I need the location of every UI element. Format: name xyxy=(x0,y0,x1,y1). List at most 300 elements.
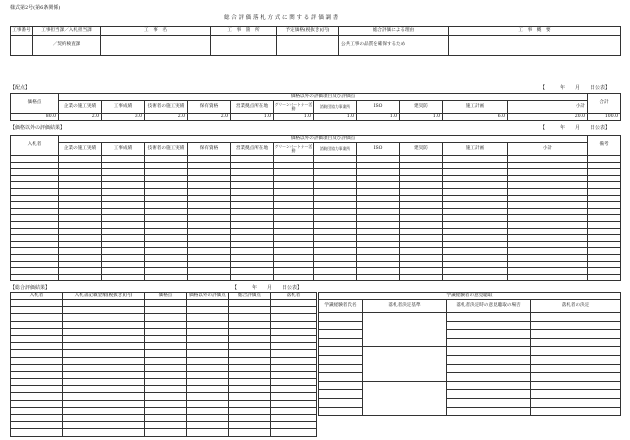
opinion-cell xyxy=(447,313,531,322)
kekka-row-cell xyxy=(102,235,145,242)
sogo-row-cell xyxy=(145,321,187,328)
kekka-row-cell xyxy=(188,202,231,209)
kekka-row-cell xyxy=(400,188,443,195)
sogo-col-bidder: 入札者 xyxy=(11,293,63,300)
haiten-col-iso: ISO xyxy=(357,101,400,114)
kekka-row-cell xyxy=(11,188,59,195)
sogo-row-cell xyxy=(271,350,317,357)
sogo-row-cell xyxy=(63,300,145,307)
kekka-row-cell xyxy=(145,215,188,222)
sogo-row xyxy=(11,429,317,436)
kekka-row xyxy=(11,202,621,209)
kekka-row xyxy=(11,254,621,261)
kekka-row-cell xyxy=(231,175,274,182)
kekka-row-cell xyxy=(274,202,314,209)
kekka-row-cell xyxy=(145,248,188,255)
kekka-row-cell xyxy=(145,274,188,281)
kekka-row-cell xyxy=(11,221,59,228)
sogo-row-cell xyxy=(63,422,145,429)
sogo-row xyxy=(11,335,317,342)
kekka-row xyxy=(11,228,621,235)
kekka-row-cell xyxy=(314,169,357,176)
opinion-col-decision: 落札者の決定 xyxy=(531,300,621,313)
kekka-row-cell xyxy=(400,215,443,222)
sogo-row-cell xyxy=(11,386,63,393)
sogo-row-cell xyxy=(187,364,229,371)
kekka-row-cell xyxy=(314,202,357,209)
sogo-row xyxy=(11,307,317,314)
sogo-row-cell xyxy=(145,422,187,429)
sogo-row-cell xyxy=(187,357,229,364)
kekka-row-cell xyxy=(59,248,102,255)
sogo-row-cell xyxy=(271,393,317,400)
haiten-value-kyoten: 1.0 xyxy=(231,114,274,121)
sogo-row-cell xyxy=(229,393,271,400)
kekka-row-cell xyxy=(588,162,621,169)
kekka-row-cell xyxy=(443,221,508,228)
sogo-row xyxy=(11,386,317,393)
kekka-row-cell xyxy=(11,195,59,202)
kekka-row-cell xyxy=(400,202,443,209)
kekka-row-cell xyxy=(59,241,102,248)
haiten-total-label: 合計 xyxy=(588,94,621,114)
kekka-row-cell xyxy=(357,195,400,202)
kekka-row-cell xyxy=(274,254,314,261)
sogo-row-cell xyxy=(63,335,145,342)
kekka-row-cell xyxy=(588,268,621,275)
header-price-cell xyxy=(277,36,339,56)
kekka-row-cell xyxy=(588,215,621,222)
sogo-row-cell xyxy=(187,407,229,414)
kekka-row-cell xyxy=(357,221,400,228)
sogo-row-cell xyxy=(229,307,271,314)
kekka-row-cell xyxy=(588,156,621,163)
kekka-row-cell xyxy=(59,169,102,176)
sogo-row-cell xyxy=(11,350,63,357)
kekka-row-cell xyxy=(274,175,314,182)
kekka-row-cell xyxy=(188,241,231,248)
kekka-row-cell xyxy=(11,215,59,222)
sogo-row-cell xyxy=(63,321,145,328)
kekka-row-cell xyxy=(231,274,274,281)
sogo-row-cell xyxy=(145,350,187,357)
kekka-row xyxy=(11,182,621,189)
haiten-value-green: 1.0 xyxy=(274,114,314,121)
kekka-row xyxy=(11,274,621,281)
header-name-cell xyxy=(101,36,211,56)
kekka-row-cell xyxy=(357,188,400,195)
header-col-no: 工事番号 xyxy=(11,27,33,36)
kekka-row-cell xyxy=(274,268,314,275)
sogo-row-cell xyxy=(63,357,145,364)
haiten-value-kensai: 1.0 xyxy=(400,114,443,121)
kekka-row-cell xyxy=(11,254,59,261)
kekka-row-cell xyxy=(314,268,357,275)
sogo-table xyxy=(10,292,317,437)
kekka-row-cell xyxy=(400,195,443,202)
kekka-row-cell xyxy=(102,248,145,255)
kekka-row-cell xyxy=(59,156,102,163)
sogo-row-cell xyxy=(11,371,63,378)
kekka-row-cell xyxy=(400,254,443,261)
sogo-row-cell xyxy=(187,400,229,407)
opinion-table xyxy=(318,292,621,416)
sogo-row-cell xyxy=(11,307,63,314)
kekka-row-cell xyxy=(357,208,400,215)
sogo-row-cell xyxy=(271,314,317,321)
sogo-row-cell xyxy=(11,415,63,422)
opinion-cell xyxy=(531,338,621,347)
kekka-row-cell xyxy=(102,169,145,176)
opinion-cell xyxy=(531,313,621,322)
form-title: 総 合 評 価 落 札 方 式 に 関 す る 評 価 調 書 xyxy=(224,15,339,21)
sogo-row xyxy=(11,321,317,328)
sogo-row-cell xyxy=(229,364,271,371)
sogo-row-cell xyxy=(229,343,271,350)
kekka-row-cell xyxy=(231,261,274,268)
sogo-row-cell xyxy=(271,364,317,371)
kekka-row-cell xyxy=(274,182,314,189)
sogo-row-cell xyxy=(145,357,187,364)
haiten-col-subtotal: 小計 xyxy=(508,101,588,114)
kekka-row-cell xyxy=(357,156,400,163)
haiten-value-total: 100.0 xyxy=(588,114,621,121)
opinion-cell xyxy=(447,390,531,399)
kekka-row-cell xyxy=(400,208,443,215)
kekka-row-cell xyxy=(357,261,400,268)
kekka-row-cell xyxy=(588,274,621,281)
kekka-row-cell xyxy=(231,235,274,242)
kekka-row-cell xyxy=(145,182,188,189)
kekka-row-cell xyxy=(314,175,357,182)
opinion-cell xyxy=(319,313,363,322)
sogo-col-amount: 入札書記載金額(税抜き)(円) xyxy=(63,293,145,300)
kekka-row-cell xyxy=(588,235,621,242)
opinion-cell xyxy=(319,347,363,356)
kekka-row-cell xyxy=(188,228,231,235)
opinion-cell xyxy=(447,347,531,356)
sogo-row-cell xyxy=(229,400,271,407)
sogo-row-cell xyxy=(187,300,229,307)
opinion-cell xyxy=(531,373,621,382)
sogo-row-cell xyxy=(11,429,63,436)
kekka-row-cell xyxy=(102,175,145,182)
kekka-row-cell xyxy=(145,235,188,242)
kekka-row xyxy=(11,169,621,176)
kekka-row-cell xyxy=(400,241,443,248)
kekka-row-cell xyxy=(314,162,357,169)
kekka-row-cell xyxy=(188,268,231,275)
kekka-row-cell xyxy=(508,215,588,222)
sogo-row xyxy=(11,379,317,386)
sogo-row xyxy=(11,357,317,364)
sogo-row-cell xyxy=(229,371,271,378)
kekka-row-cell xyxy=(314,261,357,268)
haiten-col-shobo: 消防団協力事業所 xyxy=(314,101,357,114)
kekka-row-cell xyxy=(357,248,400,255)
kekka-row-cell xyxy=(102,156,145,163)
haiten-value-seiseki: 3.0 xyxy=(102,114,145,121)
kekka-row-cell xyxy=(231,241,274,248)
kekka-col-seiseki: 工事成績 xyxy=(102,143,145,156)
sogo-date: 【 年 月 日公表】 xyxy=(232,285,303,291)
kekka-row-cell xyxy=(588,261,621,268)
opinion-cell xyxy=(531,407,621,416)
kekka-row-cell xyxy=(357,241,400,248)
kekka-col-green: グリーンパートナー活動 xyxy=(274,143,314,156)
kekka-row-cell xyxy=(274,221,314,228)
opinion-cell xyxy=(531,330,621,339)
kekka-row-cell xyxy=(357,182,400,189)
kekka-row-cell xyxy=(11,162,59,169)
sogo-row-cell xyxy=(229,335,271,342)
kekka-row-cell xyxy=(145,175,188,182)
sogo-row-cell xyxy=(11,300,63,307)
kekka-row-cell xyxy=(508,274,588,281)
opinion-cell xyxy=(319,381,363,390)
kekka-row xyxy=(11,208,621,215)
sogo-row-cell xyxy=(63,393,145,400)
kekka-row-cell xyxy=(59,254,102,261)
sogo-row-cell xyxy=(271,422,317,429)
sogo-row-cell xyxy=(271,328,317,335)
sogo-row-cell xyxy=(271,321,317,328)
kekka-row-cell xyxy=(188,215,231,222)
kekka-row-cell xyxy=(59,175,102,182)
kekka-row-cell xyxy=(102,228,145,235)
opinion-cell xyxy=(319,398,363,407)
kekka-row-cell xyxy=(588,208,621,215)
kekka-remarks-label: 備考 xyxy=(588,136,621,156)
kekka-row-cell xyxy=(102,215,145,222)
sogo-row xyxy=(11,422,317,429)
kekka-row-cell xyxy=(508,254,588,261)
sogo-row-cell xyxy=(187,415,229,422)
sogo-row xyxy=(11,400,317,407)
kekka-bidder-label: 入札者 xyxy=(11,136,59,156)
sogo-row-cell xyxy=(229,300,271,307)
opinion-cell xyxy=(319,355,363,364)
kekka-row-cell xyxy=(188,221,231,228)
haiten-col-keikaku: 施工計画 xyxy=(443,101,508,114)
opinion-cell xyxy=(447,355,531,364)
sogo-row-cell xyxy=(187,422,229,429)
sogo-row-cell xyxy=(145,386,187,393)
kekka-row-cell xyxy=(443,254,508,261)
kekka-row-cell xyxy=(508,156,588,163)
kekka-row-cell xyxy=(508,182,588,189)
sogo-row-cell xyxy=(145,328,187,335)
kekka-row-cell xyxy=(59,215,102,222)
kekka-row-cell xyxy=(59,221,102,228)
kekka-row-cell xyxy=(231,182,274,189)
kekka-row-cell xyxy=(11,182,59,189)
haiten-col-shikaku: 保有資格 xyxy=(188,101,231,114)
kekka-row-cell xyxy=(188,182,231,189)
sogo-row-cell xyxy=(229,350,271,357)
kekka-row-cell xyxy=(145,208,188,215)
sogo-row-cell xyxy=(187,328,229,335)
kekka-row-cell xyxy=(231,254,274,261)
kekka-heading: 【価格以外の評価結果】 xyxy=(10,125,66,131)
kekka-row-cell xyxy=(400,235,443,242)
header-col-summary: 工 事 概 要 xyxy=(449,27,621,36)
kekka-row-cell xyxy=(188,248,231,255)
opinion-cell xyxy=(447,398,531,407)
kekka-row-cell xyxy=(314,182,357,189)
opinion-cell xyxy=(531,347,621,356)
kekka-row-cell xyxy=(314,208,357,215)
sogo-row-cell xyxy=(229,415,271,422)
header-col-place: 工 事 箇 所 xyxy=(211,27,277,36)
sogo-row-cell xyxy=(11,343,63,350)
sogo-row-cell xyxy=(187,429,229,436)
sogo-row-cell xyxy=(187,371,229,378)
kekka-row-cell xyxy=(231,202,274,209)
sogo-row-cell xyxy=(63,307,145,314)
opinion-cell xyxy=(531,364,621,373)
sogo-row-cell xyxy=(271,400,317,407)
kekka-row-cell xyxy=(59,228,102,235)
kekka-row-cell xyxy=(102,274,145,281)
opinion-cell xyxy=(531,398,621,407)
kekka-row-cell xyxy=(231,268,274,275)
kekka-row-cell xyxy=(274,228,314,235)
sogo-row-cell xyxy=(63,328,145,335)
sogo-row-cell xyxy=(271,343,317,350)
kekka-row-cell xyxy=(188,175,231,182)
kekka-row-cell xyxy=(588,241,621,248)
kekka-row-cell xyxy=(588,248,621,255)
header-place-cell xyxy=(211,36,277,56)
haiten-table xyxy=(10,93,621,121)
opinion-cell xyxy=(531,355,621,364)
kekka-row-cell xyxy=(314,215,357,222)
opinion-cell xyxy=(319,390,363,399)
kekka-row-cell xyxy=(11,228,59,235)
sogo-row-cell xyxy=(229,379,271,386)
header-col-reason: 総合評価による理由 xyxy=(339,27,449,36)
kekka-row-cell xyxy=(274,156,314,163)
kekka-row-cell xyxy=(231,208,274,215)
sogo-row-cell xyxy=(271,415,317,422)
kekka-row-cell xyxy=(11,268,59,275)
kekka-col-shikaku: 保有資格 xyxy=(188,143,231,156)
kekka-row-cell xyxy=(11,169,59,176)
kekka-row-cell xyxy=(145,268,188,275)
haiten-col-kyoten: 営業拠点所在地 xyxy=(231,101,274,114)
sogo-row-cell xyxy=(271,357,317,364)
sogo-row xyxy=(11,300,317,307)
sogo-row-cell xyxy=(271,386,317,393)
kekka-row-cell xyxy=(59,195,102,202)
kekka-row-cell xyxy=(443,228,508,235)
kekka-row-cell xyxy=(357,202,400,209)
kekka-row-cell xyxy=(59,162,102,169)
haiten-group-label: 価格以外の評価項目及び評価点 xyxy=(59,94,588,101)
kekka-row-cell xyxy=(357,169,400,176)
sogo-row xyxy=(11,407,317,414)
kekka-row-cell xyxy=(11,175,59,182)
kekka-row-cell xyxy=(443,235,508,242)
kekka-row-cell xyxy=(188,162,231,169)
kekka-col-kensai: 建災防 xyxy=(400,143,443,156)
kekka-col-shobo: 消防団協力事業所 xyxy=(314,143,357,156)
kekka-row-cell xyxy=(11,248,59,255)
kekka-row-cell xyxy=(508,162,588,169)
sogo-row-cell xyxy=(11,379,63,386)
kekka-row xyxy=(11,248,621,255)
kekka-row-cell xyxy=(11,235,59,242)
sogo-row-cell xyxy=(145,415,187,422)
kekka-row-cell xyxy=(188,188,231,195)
kekka-row-cell xyxy=(314,254,357,261)
kekka-row-cell xyxy=(588,195,621,202)
kekka-row-cell xyxy=(145,202,188,209)
sogo-col-total: 総合評価点 xyxy=(229,293,271,300)
kekka-row-cell xyxy=(231,188,274,195)
haiten-value-subtotal: 20.0 xyxy=(508,114,588,121)
kekka-row-cell xyxy=(588,254,621,261)
sogo-row xyxy=(11,371,317,378)
kekka-row-cell xyxy=(400,169,443,176)
sogo-row-cell xyxy=(11,400,63,407)
sogo-row-cell xyxy=(145,379,187,386)
kekka-row-cell xyxy=(443,261,508,268)
kekka-row-cell xyxy=(508,195,588,202)
sogo-row-cell xyxy=(229,328,271,335)
sogo-row-cell xyxy=(145,364,187,371)
kekka-col-kyoten: 営業拠点所在地 xyxy=(231,143,274,156)
opinion-cell xyxy=(363,381,447,415)
sogo-row-cell xyxy=(187,307,229,314)
sogo-row-cell xyxy=(187,379,229,386)
sogo-row-cell xyxy=(145,407,187,414)
kekka-row-cell xyxy=(274,162,314,169)
header-dept-value: ／契約検査課 xyxy=(33,36,101,56)
header-col-dept: 工事担当課／入札担当課 xyxy=(33,27,101,36)
sogo-row-cell xyxy=(145,371,187,378)
sogo-row-cell xyxy=(229,429,271,436)
kekka-row-cell xyxy=(588,202,621,209)
kekka-row-cell xyxy=(11,274,59,281)
kekka-row-cell xyxy=(145,195,188,202)
kekka-row-cell xyxy=(145,162,188,169)
kekka-row-cell xyxy=(314,248,357,255)
kekka-row-cell xyxy=(443,162,508,169)
kekka-row-cell xyxy=(314,235,357,242)
kekka-row-cell xyxy=(274,274,314,281)
sogo-row-cell xyxy=(187,350,229,357)
kekka-row-cell xyxy=(443,274,508,281)
kekka-group-label: 価格以外の評価項目及び評価点 xyxy=(59,136,588,143)
kekka-row-cell xyxy=(145,241,188,248)
sogo-row-cell xyxy=(229,357,271,364)
kekka-row-cell xyxy=(508,248,588,255)
kekka-row-cell xyxy=(231,228,274,235)
sogo-row-cell xyxy=(145,300,187,307)
kekka-row-cell xyxy=(588,169,621,176)
kekka-row-cell xyxy=(188,169,231,176)
haiten-value-keikaku: 6.0 xyxy=(443,114,508,121)
opinion-cell xyxy=(319,321,363,330)
kekka-row-cell xyxy=(400,228,443,235)
kekka-row-cell xyxy=(59,182,102,189)
opinion-cell xyxy=(447,373,531,382)
kekka-row xyxy=(11,215,621,222)
kekka-row-cell xyxy=(145,169,188,176)
sogo-row-cell xyxy=(271,371,317,378)
